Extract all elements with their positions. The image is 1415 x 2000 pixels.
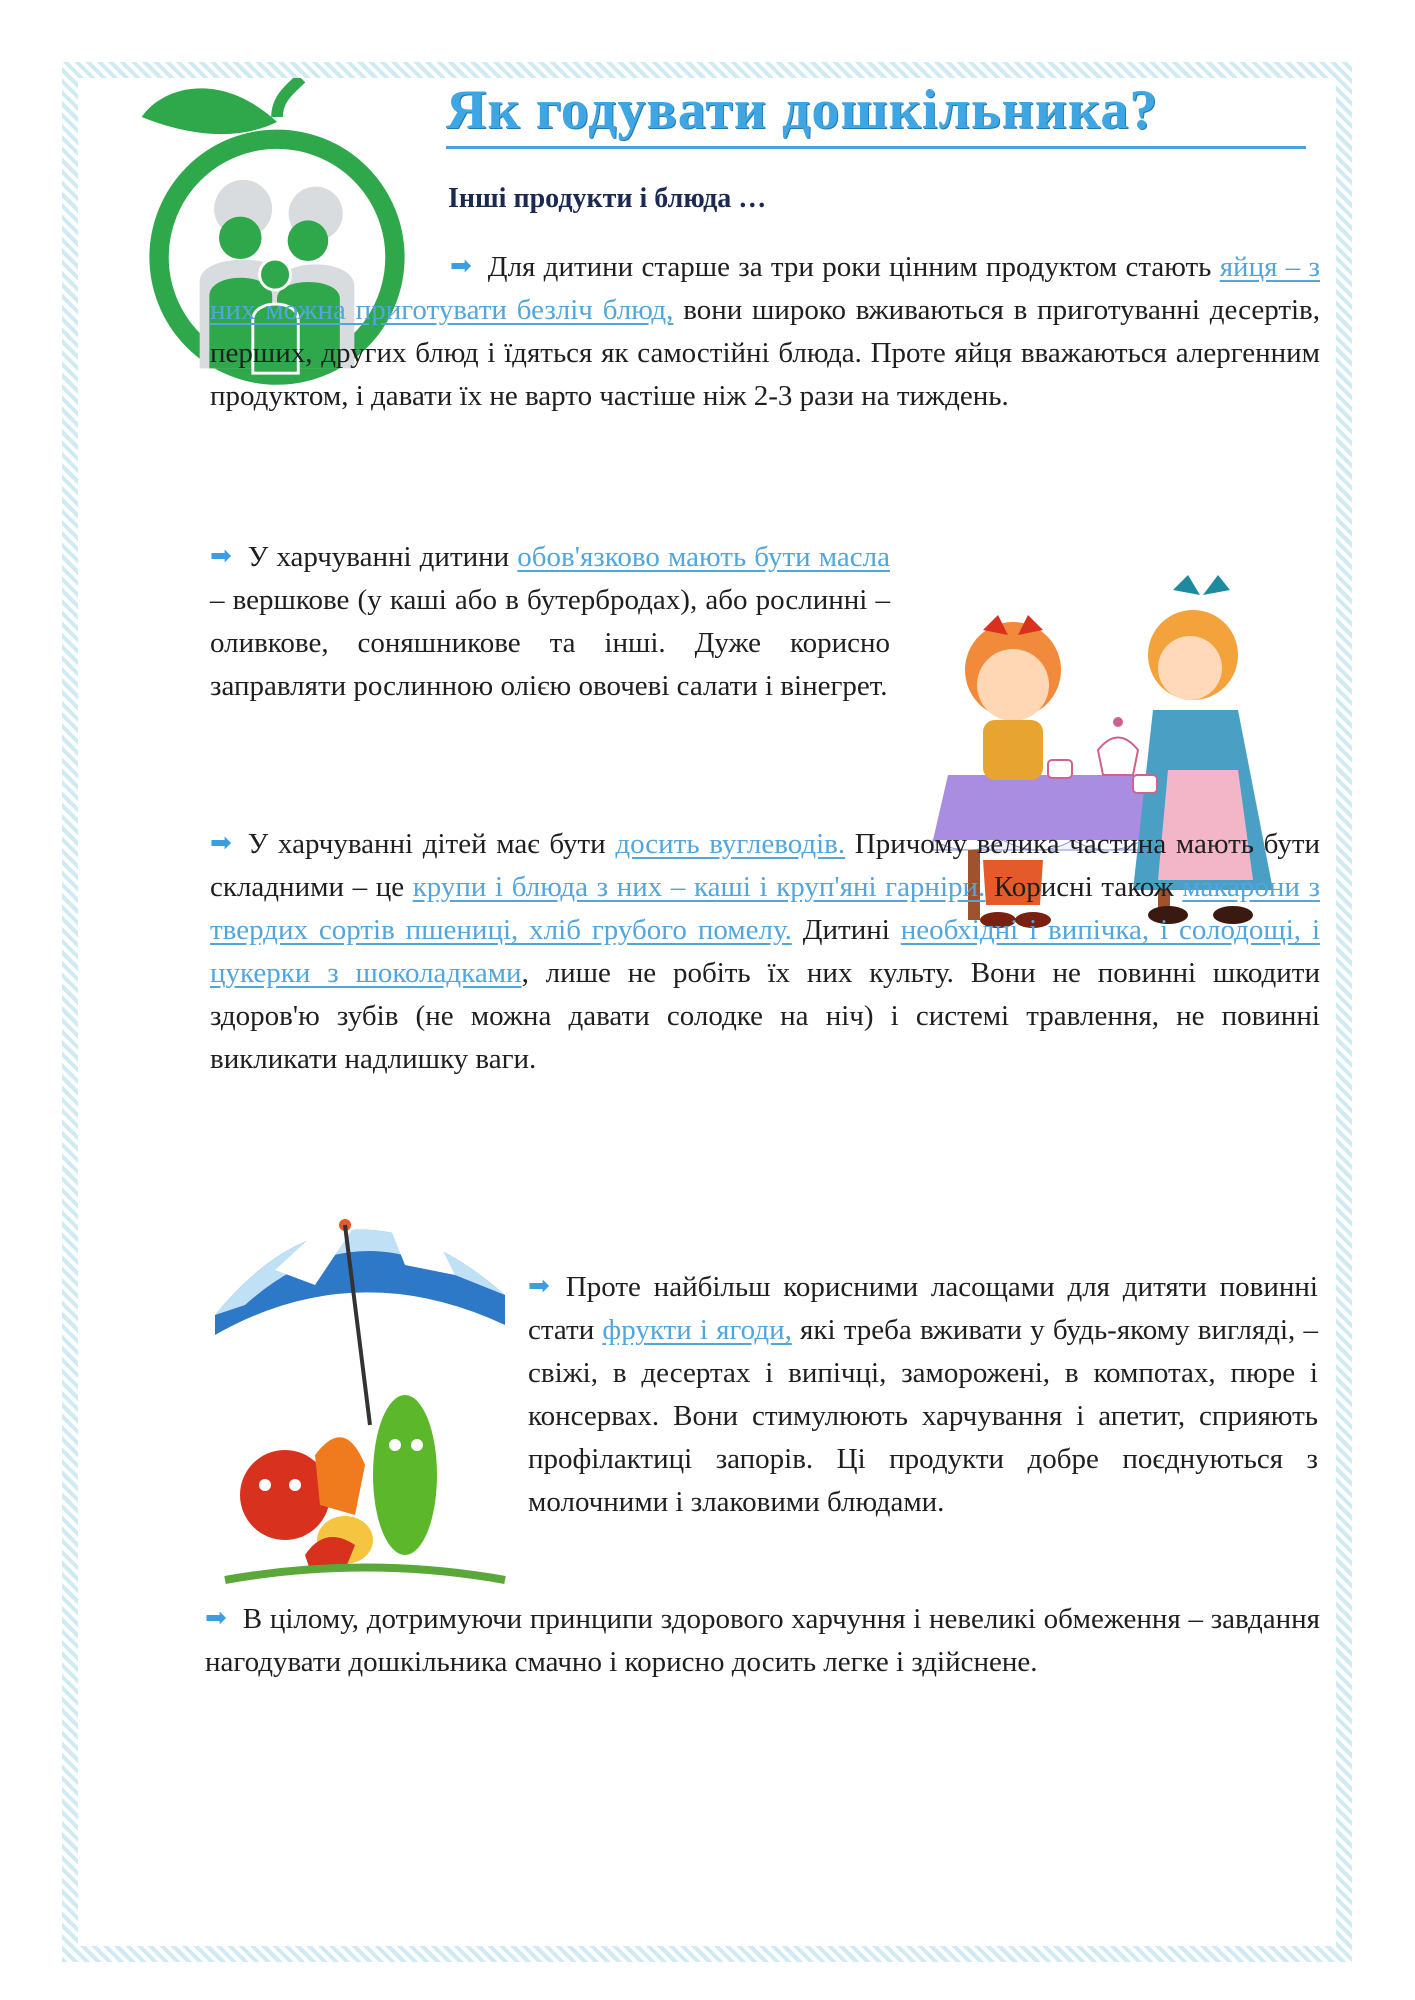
title-underline	[446, 146, 1306, 149]
arrow-right-icon: ➡	[450, 251, 472, 281]
paragraph-eggs: ➡ Для дитини старше за три роки цінним продуктом стають яйця – з них можна приготувати безліч блюд, вони широко вживаються в приготуванні десертів, перших, других блюд і їдяться як самостійні блюда. Проте яйця вважаються алергенним продуктом, і давати їх не варто частіше ніж 2-3 рази на тиждень.	[210, 245, 1320, 418]
paragraph-conclusion: ➡ В цілому, дотримуючи принципи здорового харчуння і невеликі обмеження – завдання нагодувати дошкільника смачно і корисно досить легке і здійснене.	[205, 1597, 1320, 1684]
link-sweets[interactable]: необхідні і випічка, і солодощі, і цукерки з шоколадками	[210, 914, 1321, 989]
link-pasta-bread[interactable]: макарони з твердих сортів пшениці, хліб грубого помелу.	[210, 871, 1320, 946]
arrow-right-icon: ➡	[210, 828, 232, 858]
link-fruits[interactable]: фрукти і ягоди,	[602, 1314, 792, 1346]
arrow-right-icon: ➡	[210, 541, 232, 571]
link-carbohydrates[interactable]: досить вуглеводів.	[615, 828, 846, 860]
paragraph-fruits: ➡ Проте найбільш корисними ласощами для дитяти повинні стати фрукти і ягоди, які треба вживати у будь-якому вигляді, – свіжі, в десертах і випічці, заморожені, в компотах, пюре і консервах. Вони стимулюють харчування і апетит, сприяють профілактиці запорів. Ці продукти добре поєднуються з молочними і злаковими блюдами.	[528, 1265, 1318, 1524]
section-subtitle: Інші продукти і блюда …	[448, 183, 767, 214]
umbrella-vegetables-illustration	[205, 1195, 525, 1595]
link-cereals[interactable]: крупи і блюда з них – каші і круп'яні гарніри.	[412, 871, 986, 903]
link-eggs[interactable]: яйця – з них можна приготувати безліч блюд,	[210, 251, 1320, 326]
paragraph-oils: ➡ У харчуванні дитини обов'язково мають бути масла – вершкове (у каші або в бутербродах), або рослинні – оливкове, соняшникове та інші. Дуже корисно заправляти рослинною олією овочеві салати і вінегрет.	[210, 535, 890, 708]
page-title: Як годувати дошкільника?	[446, 79, 1159, 141]
arrow-right-icon: ➡	[205, 1603, 227, 1633]
link-oils[interactable]: обов'язково мають бути масла	[517, 541, 890, 573]
arrow-right-icon: ➡	[528, 1271, 550, 1301]
paragraph-carbohydrates: ➡ У харчуванні дітей має бути досить вуглеводів. Причому велика частина мають бути складними – це крупи і блюда з них – каші і круп'яні гарніри. Корисні також макарони з твердих сортів пшениці, хліб грубого помелу. Дитині необхідні і випічка, і солодощі, і цукерки з шоколадками, лише не робіть їх них культу. Вони не повинні шкодити здоров'ю зубів (не можна давати солодке на ніч) і системі травлення, не повинні викликати надлишку ваги.	[210, 822, 1320, 1081]
